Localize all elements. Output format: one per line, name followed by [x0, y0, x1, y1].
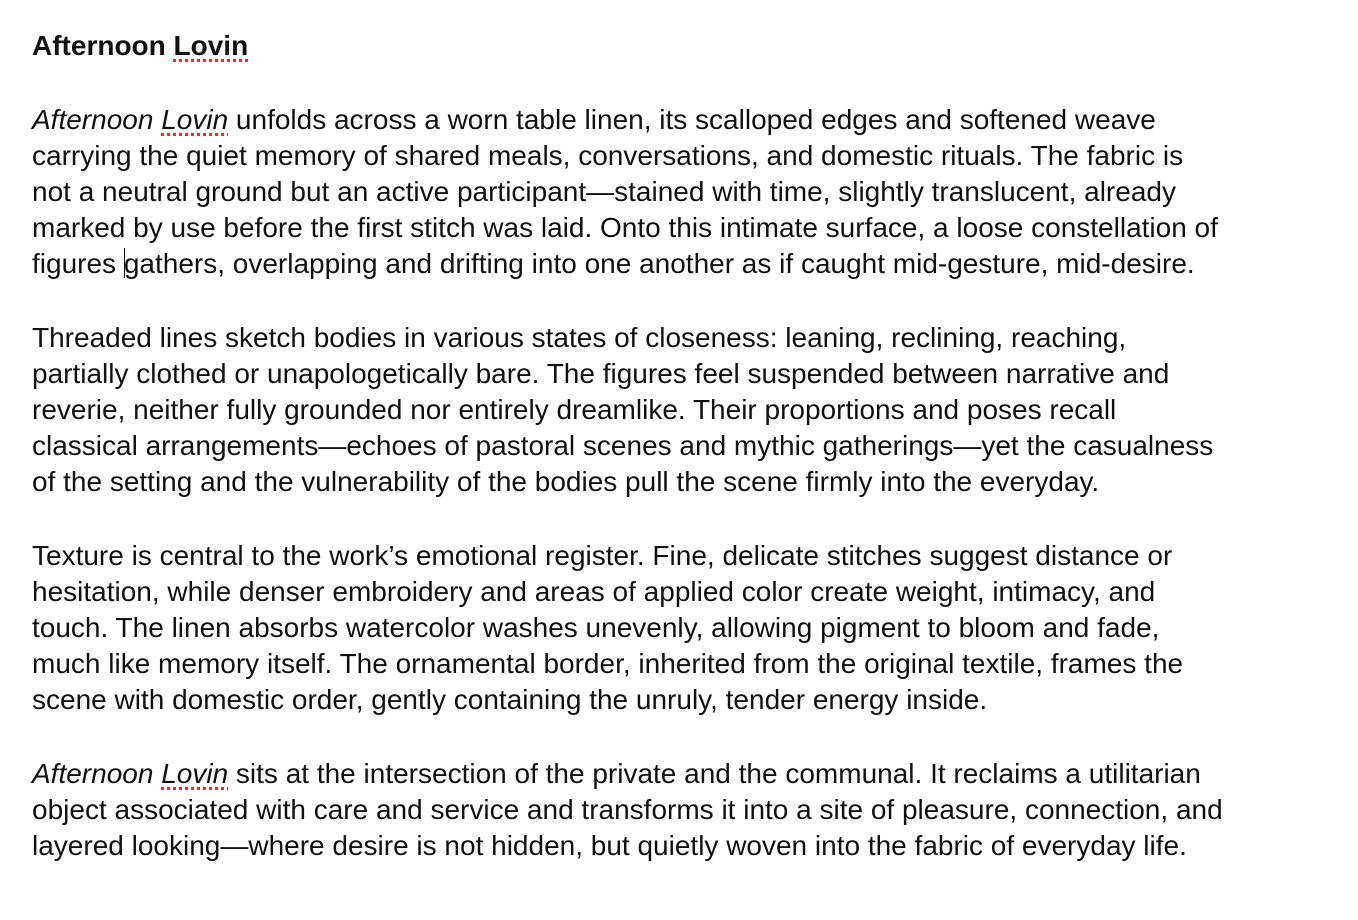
text-line: layered looking—where desire is not hidden, but quietly woven into the fabric of everyday life. — [32, 830, 1187, 861]
text-line: of the setting and the vulnerability of the bodies pull the scene firmly into the everyday. — [32, 466, 1100, 497]
text-line: much like memory itself. The ornamental border, inherited from the original textile, frames the — [32, 648, 1184, 679]
text-line: touch. The linen absorbs watercolor washes unevenly, allowing pigment to bloom and fade, — [32, 612, 1160, 643]
title-prefix: Afternoon — [32, 30, 174, 61]
text-run: sits at the intersection of the private and the communal. It reclaims a utilitarian — [228, 758, 1201, 789]
text-run: figures — [32, 248, 124, 279]
paragraph-3 — [32, 538, 1342, 718]
text-line: scene with domestic order, gently containing the unruly, tender energy inside. — [32, 684, 988, 715]
paragraph-2 — [32, 320, 1342, 500]
document-body[interactable] — [32, 28, 1342, 902]
text-line: marked by use before the first stitch was laid. Onto this intimate surface, a loose constellation of — [32, 212, 1218, 243]
spellcheck-flagged-word[interactable]: Lovin — [161, 104, 229, 135]
text-line: Texture is central to the work’s emotional register. Fine, delicate stitches suggest distance or — [32, 540, 1173, 571]
text-line: object associated with care and service and transforms it into a site of pleasure, connection, and — [32, 794, 1223, 825]
spellcheck-flagged-word[interactable]: Lovin — [161, 758, 229, 789]
italic-title-prefix: Afternoon — [32, 758, 162, 789]
text-line: partially clothed or unapologetically bare. The figures feel suspended between narrative and — [32, 358, 1170, 389]
text-line: not a neutral ground but an active participant—stained with time, slightly translucent, already — [32, 176, 1176, 207]
text-line: carrying the quiet memory of shared meals, conversations, and domestic rituals. The fabric is — [32, 140, 1184, 171]
text-line: reverie, neither fully grounded nor entirely dreamlike. Their proportions and poses recall — [32, 394, 1117, 425]
document-title — [32, 28, 1342, 64]
text-line — [32, 756, 1342, 792]
text-line — [32, 102, 1342, 138]
italic-title-prefix: Afternoon — [32, 104, 162, 135]
text-line — [32, 246, 1342, 282]
text-run: unfolds across a worn table linen, its scalloped edges and softened weave — [228, 104, 1156, 135]
spellcheck-flagged-word[interactable]: Lovin — [173, 30, 249, 61]
paragraph-1 — [32, 102, 1342, 282]
text-line: Threaded lines sketch bodies in various states of closeness: leaning, reclining, reaching, — [32, 322, 1127, 353]
text-line: classical arrangements—echoes of pastoral scenes and mythic gatherings—yet the casualness — [32, 430, 1214, 461]
paragraph-4 — [32, 756, 1342, 864]
text-line: hesitation, while denser embroidery and areas of applied color create weight, intimacy, and — [32, 576, 1156, 607]
text-run: gathers, overlapping and drifting into one another as if caught mid-gesture, mid-desire. — [123, 248, 1195, 279]
